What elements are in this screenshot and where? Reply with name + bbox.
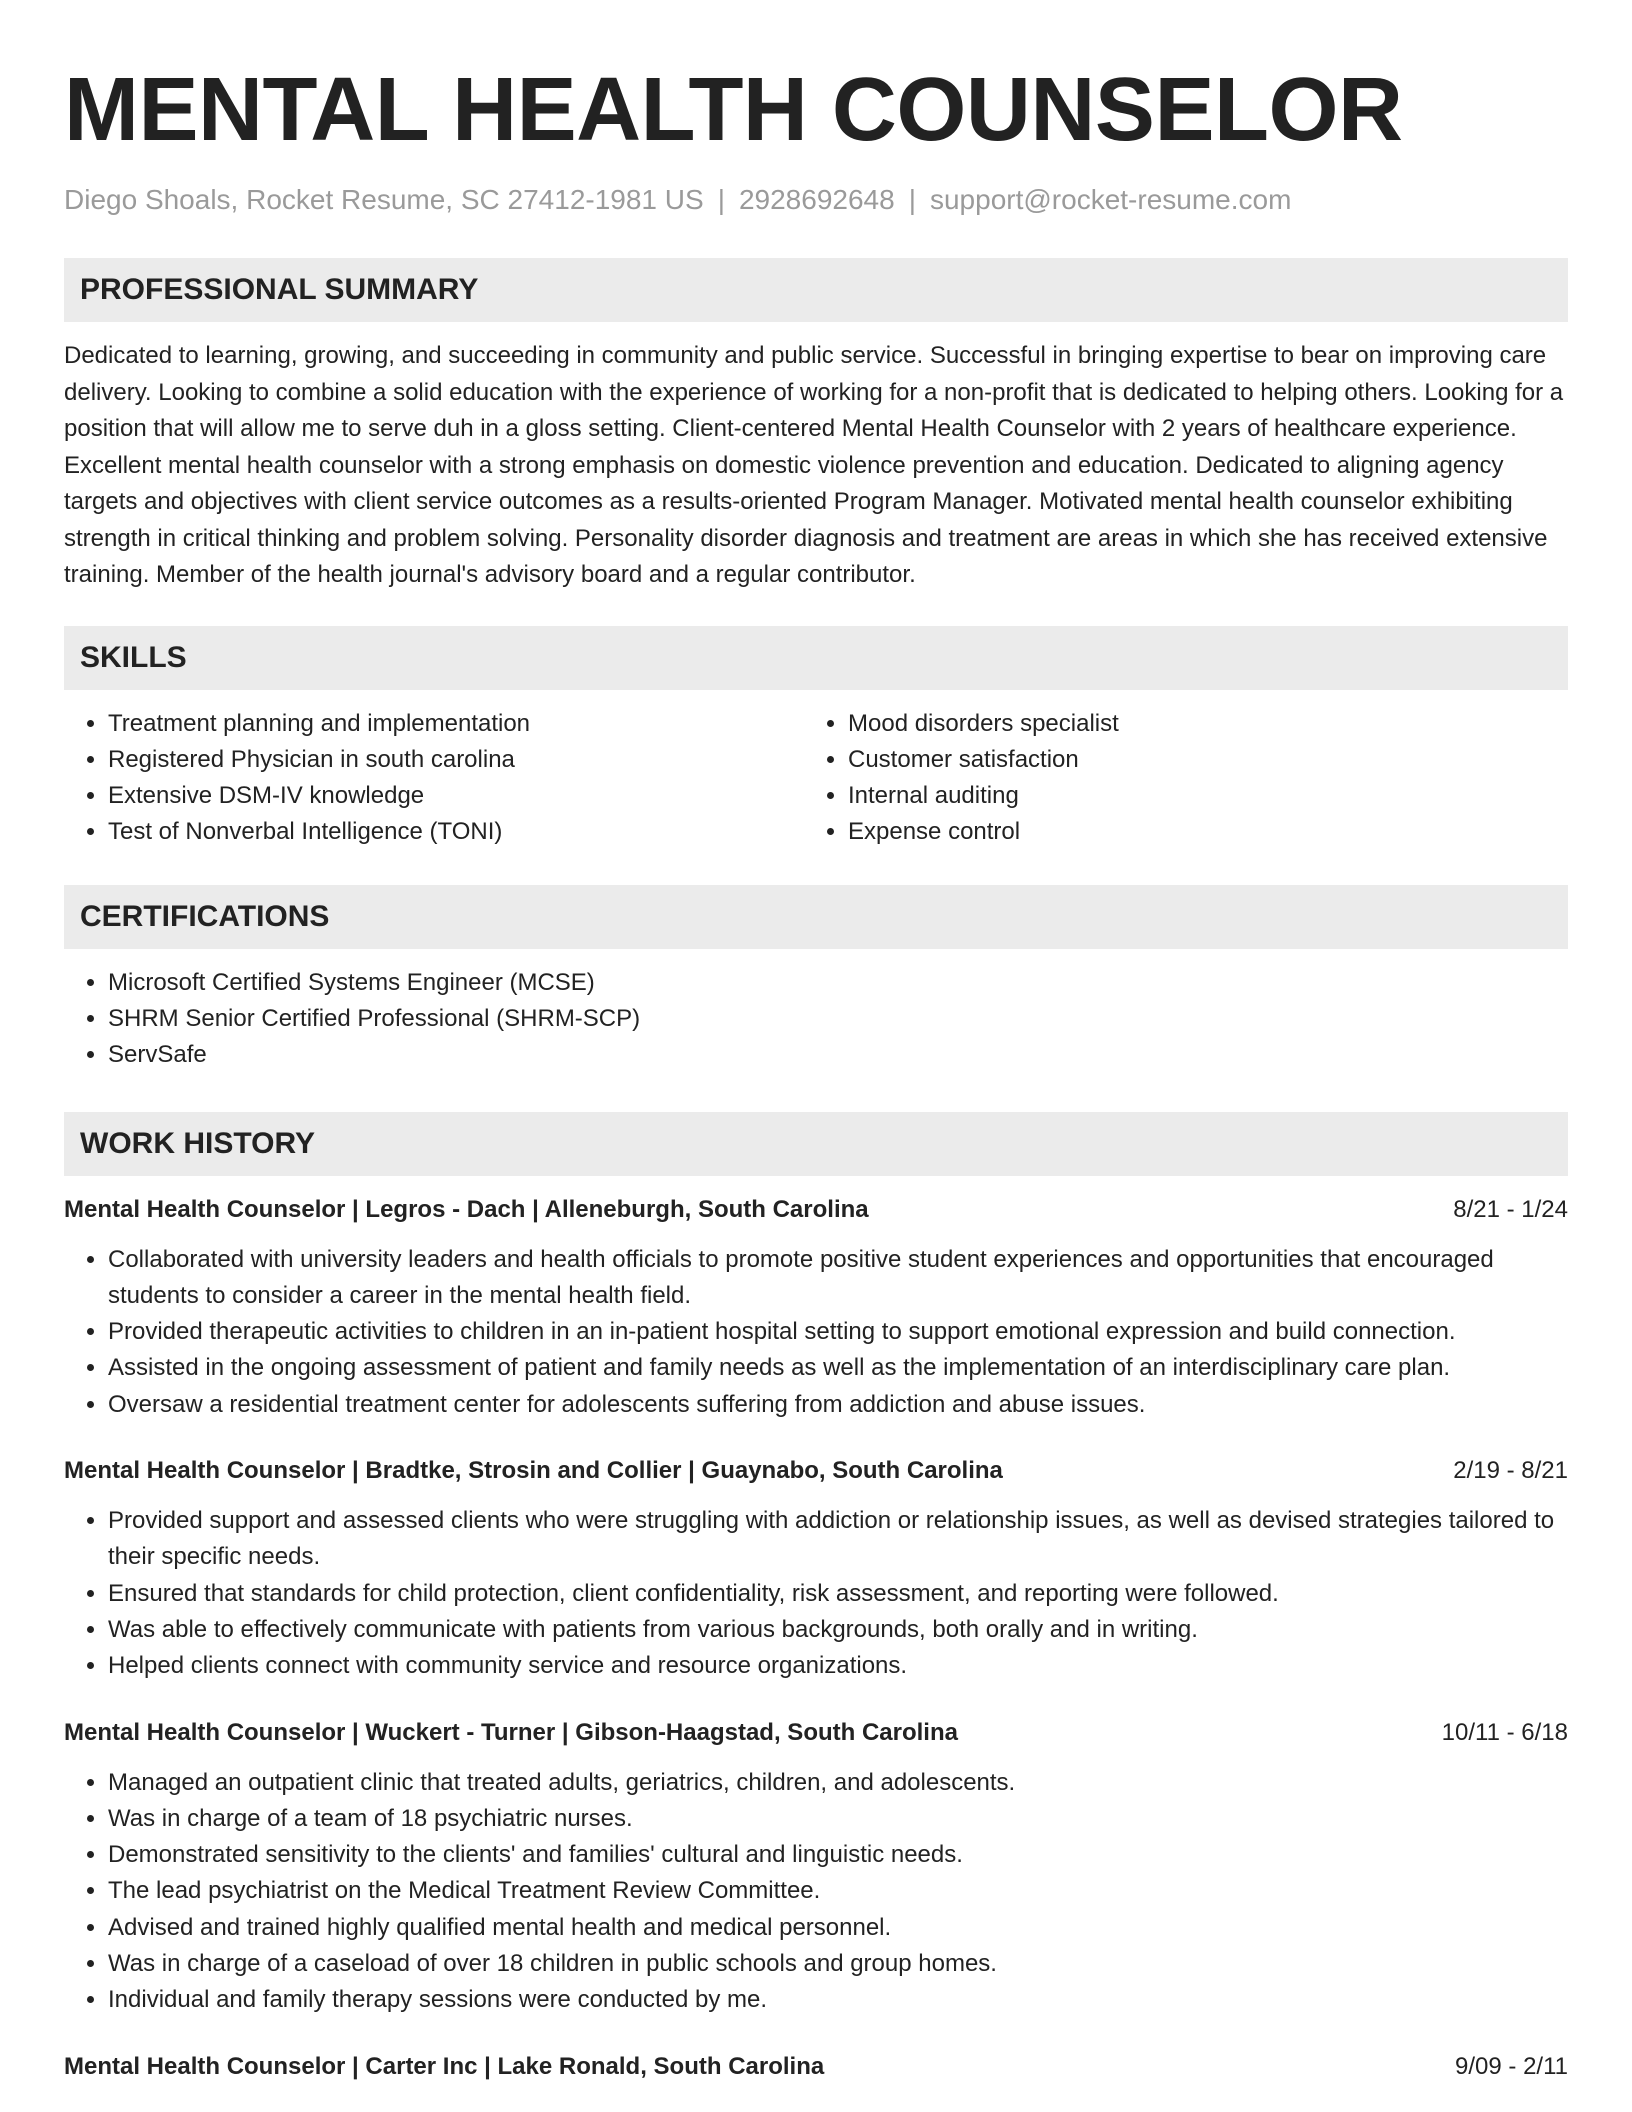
skill-item: • Internal auditing xyxy=(848,778,1544,814)
certifications-list xyxy=(64,965,1568,1074)
contact-address: Diego Shoals, Rocket Resume, SC 27412-1981 US xyxy=(64,184,704,215)
job-header xyxy=(64,1715,1568,1751)
skills-section-header: SKILLS xyxy=(64,626,1568,690)
job-entry xyxy=(64,1453,1568,1684)
skills-column-right xyxy=(804,706,1544,851)
job-bullet: • Collaborated with university leaders and health officials to promote positive student experiences and opportunities that encouraged students to consider a career in the mental health field. xyxy=(108,1242,1568,1315)
skill-item: • Treatment planning and implementation xyxy=(108,706,804,742)
certification-item: • ServSafe xyxy=(108,1037,1568,1073)
skill-item: • Test of Nonverbal Intelligence (TONI) xyxy=(108,814,804,850)
skills-list-right xyxy=(804,706,1544,851)
job-bullet: • Assisted in the ongoing assessment of patient and family needs as well as the implementation of an interdisciplinary care plan. xyxy=(108,1350,1568,1386)
job-bullet: • Individual and family therapy sessions were conducted by me. xyxy=(108,1982,1568,2018)
contact-separator: | xyxy=(717,184,725,215)
job-title: Mental Health Counselor | Legros - Dach | Alleneburgh, South Carolina xyxy=(64,1195,869,1223)
skills-list-left xyxy=(64,706,804,851)
job-dates: 2/19 - 8/21 xyxy=(1453,1457,1568,1485)
skill-item: • Registered Physician in south carolina xyxy=(108,742,804,778)
job-bullet: • Advised and trained highly qualified mental health and medical personnel. xyxy=(108,1910,1568,1946)
job-bullets xyxy=(64,1242,1568,1423)
contact-phone: 2928692648 xyxy=(738,184,895,215)
job-dates: 9/09 - 2/11 xyxy=(1455,2052,1568,2080)
job-bullet: • Was in charge of a caseload of over 18 children in public schools and group homes. xyxy=(108,1946,1568,1982)
skill-item: • Extensive DSM-IV knowledge xyxy=(108,778,804,814)
job-bullet: • The lead psychiatrist on the Medical Treatment Review Committee. xyxy=(108,1873,1568,1909)
certifications-section-header: CERTIFICATIONS xyxy=(64,885,1568,949)
job-bullet: • Helped clients connect with community service and resource organizations. xyxy=(108,1648,1568,1684)
resume-title: MENTAL HEALTH COUNSELOR xyxy=(64,60,1403,160)
job-header xyxy=(64,2049,1568,2085)
contact-line xyxy=(64,182,1568,218)
job-bullet: • Demonstrated sensitivity to the clients' and families' cultural and linguistic needs. xyxy=(108,1837,1568,1873)
job-bullet: • Managed an outpatient clinic that treated adults, geriatrics, children, and adolescents. xyxy=(108,1765,1568,1801)
contact-email: support@rocket-resume.com xyxy=(929,184,1292,215)
job-dates: 8/21 - 1/24 xyxy=(1453,1195,1568,1223)
certification-item: • Microsoft Certified Systems Engineer (MCSE) xyxy=(108,965,1568,1001)
job-entry xyxy=(64,1192,1568,1423)
skills-column-left xyxy=(64,706,804,851)
job-header xyxy=(64,1453,1568,1489)
skills-grid xyxy=(64,706,1568,851)
job-title: Mental Health Counselor | Wuckert - Turner | Gibson-Haagstad, South Carolina xyxy=(64,1718,958,1746)
job-header xyxy=(64,1192,1568,1228)
work-history-section-header: WORK HISTORY xyxy=(64,1112,1568,1176)
job-dates: 10/11 - 6/18 xyxy=(1441,1718,1568,1746)
job-bullet: • Was able to effectively communicate with patients from various backgrounds, both orally and in writing. xyxy=(108,1612,1568,1648)
skill-item: • Expense control xyxy=(848,814,1544,850)
job-entry xyxy=(64,1715,1568,2019)
job-bullet: • Ensured that standards for child protection, client confidentiality, risk assessment, and reporting were followed. xyxy=(108,1576,1568,1612)
job-bullet: • Was in charge of a team of 18 psychiatric nurses. xyxy=(108,1801,1568,1837)
skill-item: • Customer satisfaction xyxy=(848,742,1544,778)
summary-section-header: PROFESSIONAL SUMMARY xyxy=(64,258,1568,322)
job-entry xyxy=(64,2049,1568,2085)
job-title: Mental Health Counselor | Bradtke, Strosin and Collier | Guaynabo, South Carolina xyxy=(64,1457,1003,1485)
certification-item: • SHRM Senior Certified Professional (SHRM-SCP) xyxy=(108,1001,1568,1037)
job-bullet: • Provided therapeutic activities to children in an in-patient hospital setting to support emotional expression and build connection. xyxy=(108,1314,1568,1350)
job-title: Mental Health Counselor | Carter Inc | Lake Ronald, South Carolina xyxy=(64,2052,825,2080)
job-bullet: • Oversaw a residential treatment center for adolescents suffering from addiction and abuse issues. xyxy=(108,1387,1568,1423)
job-bullets xyxy=(64,1765,1568,2019)
contact-separator: | xyxy=(908,184,916,215)
job-bullet: • Provided support and assessed clients who were struggling with addiction or relationship issues, as well as devised strategies tailored to their specific needs. xyxy=(108,1503,1568,1576)
job-bullets xyxy=(64,1503,1568,1684)
summary-text: Dedicated to learning, growing, and succeeding in community and public service. Successful in bringing expertise to bear on improving care delivery. Looking to combine a solid education with the experience of working for a non-profit that is dedicated to helping others. Looking for a position that will allow me to serve duh in a gloss setting. Client-centered Mental Health Counselor with 2 years of healthcare experience. Excellent mental health counselor with a strong emphasis on domestic violence prevention and education. Dedicated to aligning agency targets and objectives with client service outcomes as a results-oriented Program Manager. Motivated mental health counselor exhibiting strength in critical thinking and problem solving. Personality disorder diagnosis and treatment are areas in which she has received extensive training. Member of the health journal's advisory board and a regular contributor. xyxy=(64,342,1564,588)
skill-item: • Mood disorders specialist xyxy=(848,706,1544,742)
